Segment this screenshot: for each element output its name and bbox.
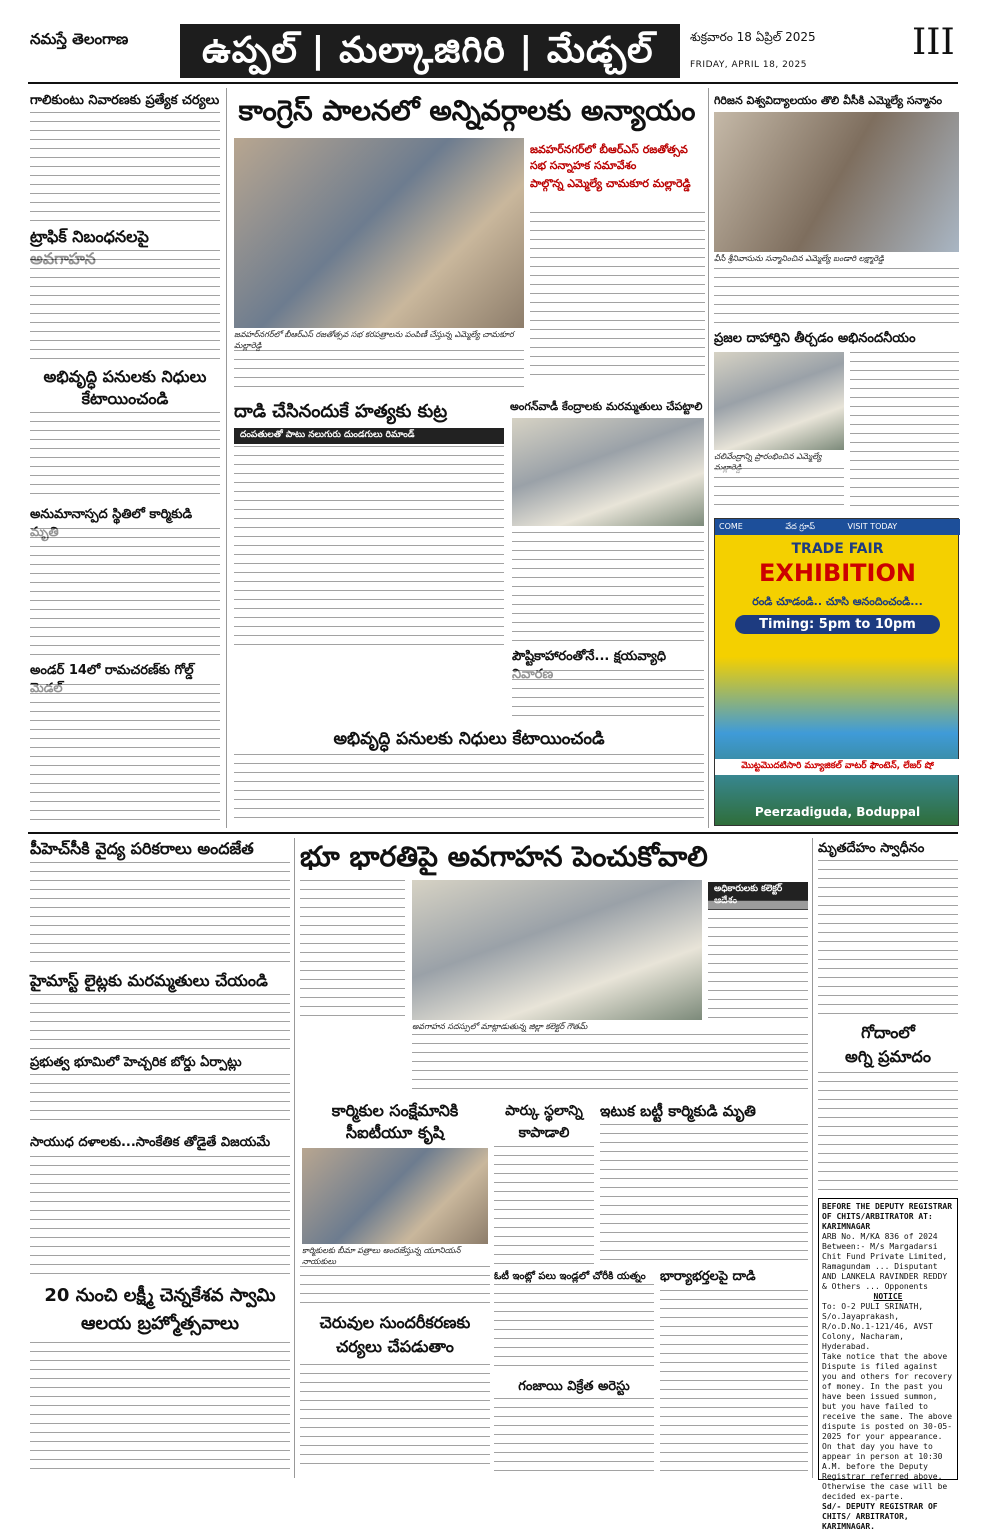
rally-photo bbox=[234, 138, 524, 328]
legal-notice bbox=[818, 1198, 958, 1531]
bhu-article-text-2 bbox=[412, 1034, 808, 1090]
notice-body: Between:- M/s Margadarsi Chit Fund Private Limited, Ramagundam ... Disputant AND LANKELA RAVINDER REDDY & Others ... Opponents bbox=[822, 1242, 948, 1291]
left-article-1-text bbox=[30, 112, 220, 222]
notice-sign: Sd/- DEPUTY REGISTRAR OF CHITS/ ARBITRATOR, KARIMNAGAR. bbox=[822, 1502, 938, 1531]
nutrition-article-text bbox=[512, 670, 704, 722]
corpse-article-text bbox=[818, 860, 958, 1016]
theft-article-text bbox=[494, 1284, 654, 1374]
govt-land-article-text bbox=[30, 1074, 290, 1128]
collector-subhead: అధికారులకు కలెక్టర్ bbox=[708, 882, 808, 910]
collector-article-text bbox=[708, 900, 808, 1020]
bhu-photo bbox=[412, 880, 702, 1020]
main-article-text bbox=[234, 350, 524, 390]
column-divider bbox=[226, 88, 227, 828]
brick-article-text bbox=[600, 1124, 808, 1264]
ponds-headline-1: చెరువుల సుందరీకరణకు bbox=[319, 1313, 471, 1332]
highmast-article-text bbox=[30, 994, 290, 1050]
anganwadi-headline: అంగన్‌వాడీ కేంద్రాలకు మరమ్మతులు చేపట్టాలి bbox=[510, 400, 703, 413]
right-headline-2: ప్రజల దాహార్తిని తీర్చడం అభినందనీయం bbox=[714, 331, 916, 346]
left-headline-1: గాలికుంటు నివారణకు ప్రత్యేక చర్యలు bbox=[30, 93, 220, 108]
edition-banner: ఉప్పల్ | మల్కాజిగిరి | మేడ్చల్ bbox=[180, 24, 680, 78]
left-article-2-text bbox=[30, 250, 220, 360]
ponds-article-text bbox=[300, 1364, 490, 1472]
main-bullet-1: జవహర్‌నగర్‌లో బీఆర్‌ఎస్ రజతోత్సవ సభ సన్నాహక సమావేశం bbox=[530, 143, 688, 172]
left-headline-4: అనుమానాస్పద స్థితిలో కార్మికుడి bbox=[30, 507, 193, 522]
ad-title-1: TRADE FAIR bbox=[791, 541, 884, 557]
parks-headline-1: పార్కు స్థలాన్ని bbox=[505, 1103, 583, 1119]
ad-visit: VISIT TODAY bbox=[847, 522, 898, 531]
fire-headline-2: అగ్ని ప్రమాదం bbox=[845, 1047, 931, 1066]
chalivendram-caption: చలివేంద్రాన్ని ప్రారంభించిన ఎమ్మెల్యే bbox=[714, 452, 822, 461]
notice-head: BEFORE THE DEPUTY REGISTRAR OF CHITS/ARBITRATOR AT: KARIMNAGAR bbox=[822, 1202, 953, 1231]
parks-headline-2: కాపాడాలి bbox=[518, 1125, 570, 1141]
notice-arb: ARB No. M/KA 836 of 2024 bbox=[822, 1232, 938, 1241]
masthead-rule bbox=[28, 82, 958, 84]
felicitation-photo bbox=[714, 112, 959, 252]
date-english: FRIDAY, APRIL 18, 2025 bbox=[690, 60, 807, 70]
bottom-divider-2 bbox=[812, 838, 813, 1478]
couple-headline: భార్యాభర్తలపై దాడి bbox=[660, 1269, 756, 1284]
chalivendram-article-text bbox=[850, 352, 959, 512]
funds-headline: అభివృద్ధి పనులకు నిధులు కేటాయించండి bbox=[333, 729, 605, 749]
right-headline-1: గిరిజన విశ్వవిద్యాలయం తొలి వీసీకి ఎమ్మెల్యే సన్మానం bbox=[714, 94, 943, 107]
section-rule bbox=[28, 832, 958, 834]
notice-text: Take notice that the above Dispute is filed against you and others for recovery of money. In the past you have been issued summon, but you have failed to receive the same. The above dispute is posted on 30-05-2025 for your appearance. On that day you have to appear in person at 10:30 A.M. before the Deputy Registrar referred above. Otherwise the case will be decided ex-parte. bbox=[822, 1352, 953, 1501]
bhu-article-text bbox=[300, 880, 405, 1020]
murder-headline: దాడి చేసినందుకే హత్యకు కుట్ర bbox=[234, 401, 448, 422]
ad-invite: రండి చూడండి.. చూసి ఆనందించండి... bbox=[752, 595, 923, 608]
notice-title: NOTICE bbox=[873, 1292, 903, 1301]
ad-tagline: మొట్టమొదటిసారి మ్యూజికల్ వాటర్ ఫౌంటెన్, లేజర్ షో bbox=[715, 759, 960, 775]
ad-brand: వేద గ్రూప్ bbox=[785, 522, 815, 531]
ganja-article-text bbox=[494, 1398, 654, 1472]
left-headline-3: అభివృద్ధి పనులకు నిధులు కేటాయించండి bbox=[43, 367, 207, 408]
date-telugu: శుక్రవారం 18 ఏప్రిల్ 2025 bbox=[690, 30, 816, 44]
phc-article-text bbox=[30, 862, 290, 966]
armed-headline: సాయుధ దళాలకు...సాంకేతిక తోడైతే విజయమే bbox=[30, 1135, 271, 1150]
festival-headline-1: 20 నుంచి లక్ష్మీ చెన్నకేశవ స్వామి bbox=[44, 1285, 276, 1306]
bhu-headline: భూ భారతిపై అవగాహన పెంచుకోవాలి bbox=[300, 840, 708, 873]
left-article-3-text bbox=[30, 412, 220, 502]
armed-article-text bbox=[30, 1156, 290, 1276]
column-divider-right bbox=[708, 88, 709, 828]
main-headline: కాంగ్రెస్ పాలనలో అన్నివర్గాలకు అన్యాయం bbox=[238, 94, 696, 127]
fire-article-text bbox=[818, 1072, 958, 1194]
ad-topbar bbox=[715, 519, 960, 535]
couple-article-text bbox=[660, 1290, 808, 1472]
brick-headline: ఇటుక బట్టీ కార్మికుడి మృతి bbox=[600, 1102, 756, 1120]
ad-location: Peerzadiguda, Boduppal bbox=[754, 805, 921, 819]
anganwadi-article-text bbox=[512, 532, 704, 642]
nutrition-headline: పౌష్టికాహారంతోనే... క్షయవ్యాధి bbox=[512, 649, 667, 664]
left-article-4-text bbox=[30, 528, 220, 658]
murder-subhead: దంపతులతో పాటు నలుగురు దుండగులు రిమాండ్ bbox=[234, 428, 504, 444]
ad-come: COME bbox=[719, 522, 743, 531]
labour-caption: కార్మికులకు బీమా పత్రాలు అందజేస్తున్న యూనియన్ నాయకులు bbox=[302, 1246, 461, 1266]
left-headline-5: అండర్ 14లో రామచరణ్‌కు గోల్డ్ bbox=[30, 663, 194, 678]
ad-title-2: EXHIBITION bbox=[759, 559, 916, 587]
phc-headline: పీహెచ్‌సీకి వైద్య పరికరాలు అందజేత bbox=[30, 839, 254, 858]
bottom-divider-1 bbox=[294, 838, 295, 1478]
corpse-headline: మృతదేహం స్వాధీనం bbox=[818, 841, 925, 856]
felicitation-article-text bbox=[714, 268, 959, 326]
notice-to: To: O-2 PULI SRINATH, S/o.Jayaprakash, R/o.D.No.1-121/46, AVST Colony, Nacharam, Hyderabad. bbox=[822, 1302, 933, 1351]
labour-headline-1: కార్మికుల సంక్షేమానికి bbox=[331, 1101, 459, 1120]
highmast-headline: హైమాస్ట్ లైట్లకు మరమ్మతులు చేయండి bbox=[30, 971, 268, 990]
left-headline-2: ట్రాఫిక్ నిబంధనలపై bbox=[30, 227, 149, 246]
murder-article-text bbox=[234, 446, 504, 646]
anganwadi-photo bbox=[512, 418, 704, 526]
chalivendram-photo bbox=[714, 352, 844, 450]
page-number: III bbox=[912, 22, 955, 63]
ad-timing: Timing: 5pm to 10pm bbox=[735, 615, 940, 634]
labour-photo bbox=[302, 1148, 488, 1244]
parks-article-text bbox=[494, 1146, 594, 1264]
fire-headline-1: గోదాంలో bbox=[861, 1023, 915, 1042]
main-bullet-2: పాల్గొన్న ఎమ్మెల్యే చామకూర మల్లారెడ్డి bbox=[530, 177, 691, 190]
exhibition-ad[interactable] bbox=[714, 518, 959, 826]
chalivendram-article-text-2 bbox=[714, 468, 844, 512]
newspaper-brand: నమస్తే తెలంగాణ bbox=[30, 30, 129, 48]
bhu-caption: అవగాహన సదస్సులో మాట్లాడుతున్న జిల్లా కలెక్టర్ గౌతమ్ bbox=[412, 1022, 588, 1031]
funds-article-text bbox=[234, 754, 704, 824]
ponds-headline-2: చర్యలు చేపడుతాం bbox=[336, 1337, 454, 1356]
govt-land-headline: ప్రభుత్వ భూమిలో హెచ్చరిక బోర్డు ఏర్పాట్లు bbox=[30, 1055, 242, 1070]
ganja-headline: గంజాయి విక్రేత అరెస్టు bbox=[518, 1379, 630, 1394]
main-article-right-text bbox=[530, 212, 705, 382]
left-article-5-text bbox=[30, 684, 220, 824]
labour-headline-2: సీఐటీయూ కృషి bbox=[345, 1123, 445, 1142]
theft-headline: ఓటీ ఇంట్లో పలు ఇండ్లలో చోరీకి యత్నం bbox=[494, 1271, 646, 1282]
rally-photo-caption: జవహర్‌నగర్‌లో బీఆర్‌ఎస్ రజతోత్సవ సభ కరపత్రాలను పంపిణీ చేస్తున్న ఎమ్మెల్యే చామకూర మల్లారెడ్డి bbox=[234, 330, 514, 350]
felicitation-caption: వీసీ శ్రీనివాసును సన్మానించిన ఎమ్మెల్యే బండారి లక్ష్మారెడ్డి bbox=[714, 254, 884, 263]
festival-headline-2: ఆలయ బ్రహ్మోత్సవాలు bbox=[81, 1313, 239, 1334]
festival-article-text bbox=[30, 1342, 290, 1472]
labour-article-text bbox=[300, 1266, 490, 1306]
